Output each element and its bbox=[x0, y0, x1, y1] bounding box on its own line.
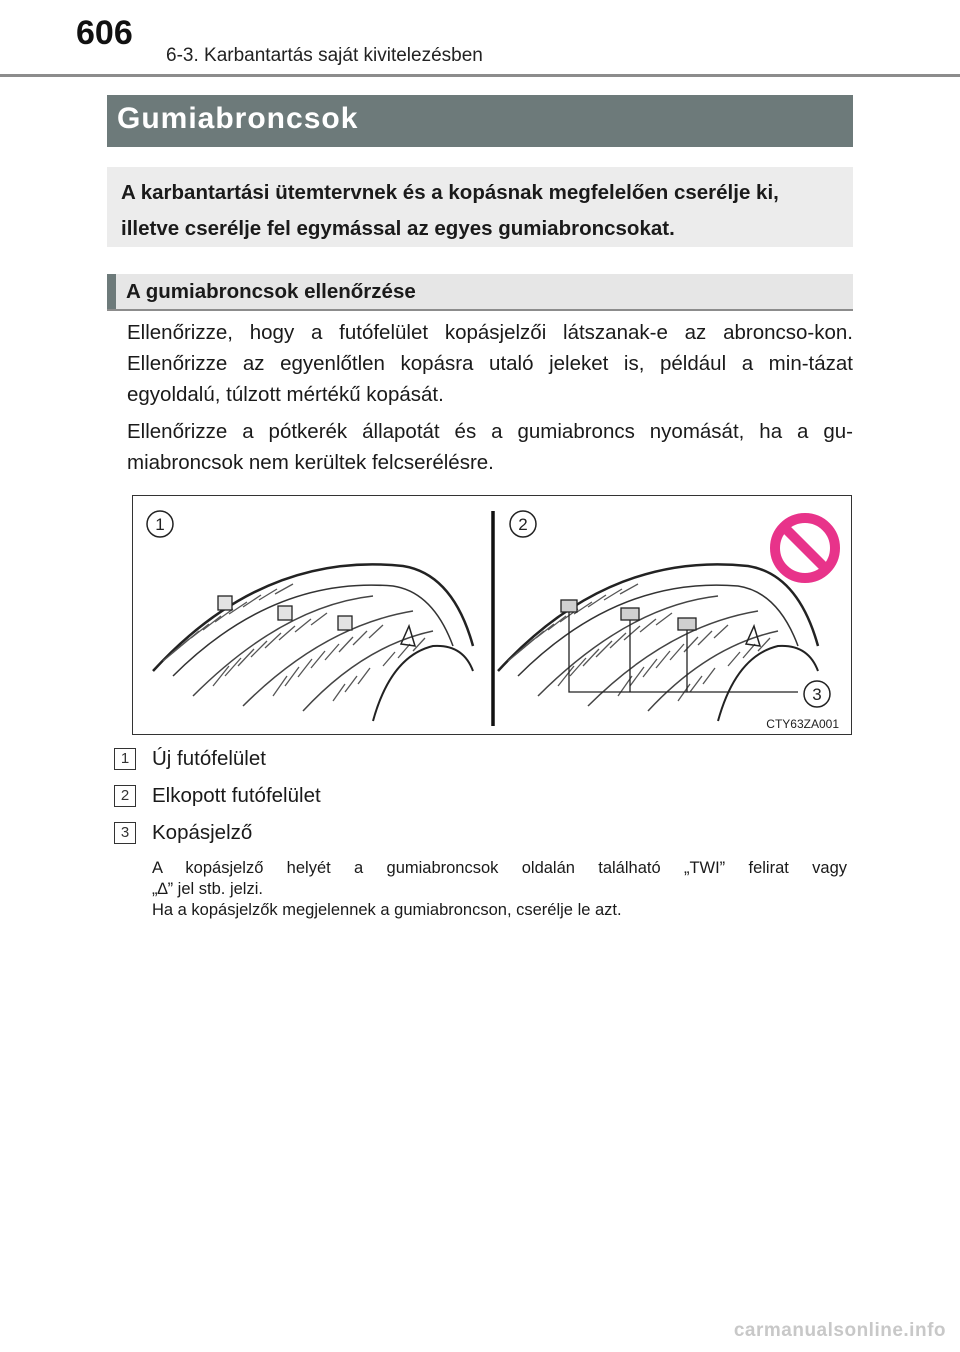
figure-code: CTY63ZA001 bbox=[766, 717, 839, 731]
svg-text:2: 2 bbox=[518, 515, 528, 534]
legend-label: Kopásjelző bbox=[152, 821, 253, 844]
page-number: 606 bbox=[76, 14, 133, 52]
subheading-rule bbox=[107, 309, 853, 311]
intro-box: A karbantartási ütemtervnek és a kopásnak megfelelően cserélje ki, illetve cserélje fel egymással az egyes gumiabroncsokat. bbox=[107, 167, 853, 247]
section-path: 6-3. Karbantartás saját kivitelezésben bbox=[166, 45, 483, 66]
note-line: „∆” jel stb. jelzi. bbox=[152, 880, 263, 898]
legend-number: 2 bbox=[114, 785, 136, 807]
legend-number: 3 bbox=[114, 822, 136, 844]
note-line: A kopásjelző helyét a gumiabroncsok oldalán található „TWI” felirat vagy bbox=[152, 859, 847, 877]
header-rule bbox=[0, 74, 960, 77]
new-tread-tire bbox=[153, 564, 473, 721]
svg-text:3: 3 bbox=[812, 685, 822, 704]
callout-2 bbox=[510, 511, 536, 537]
subheading: A gumiabroncsok ellenőrzése bbox=[107, 274, 853, 310]
paragraph-tread-check: Ellenőrizze, hogy a futófelület kopásjelzői látszanak-e az abroncso-kon. Ellenőrizze az egyenlőtlen kopásra utaló jeleket is, például a min-tázat egyoldalú, túlzott mértékű kopását. bbox=[127, 321, 853, 406]
legend-number: 1 bbox=[114, 748, 136, 770]
note-line: Ha a kopásjelzők megjelennek a gumiabroncson, cserélje le azt. bbox=[152, 901, 622, 919]
paragraph-spare-check: Ellenőrizze a pótkerék állapotát és a gumiabroncs nyomását, ha a gu-miabroncsok nem kerültek felcserélésre. bbox=[127, 420, 853, 474]
legend-label: Elkopott futófelület bbox=[152, 784, 321, 807]
legend-label: Új futófelület bbox=[152, 747, 266, 770]
worn-tread-tire bbox=[498, 564, 818, 721]
svg-text:1: 1 bbox=[155, 515, 165, 534]
tire-tread-figure bbox=[132, 495, 852, 735]
prohibition-icon bbox=[775, 518, 835, 578]
callout-3 bbox=[804, 681, 830, 707]
tire-illustration bbox=[133, 496, 853, 736]
wear-indicator-note bbox=[152, 858, 847, 921]
callout-1 bbox=[147, 511, 173, 537]
page-title: Gumiabroncsok bbox=[107, 95, 853, 147]
watermark: carmanualsonline.info bbox=[733, 1320, 946, 1341]
